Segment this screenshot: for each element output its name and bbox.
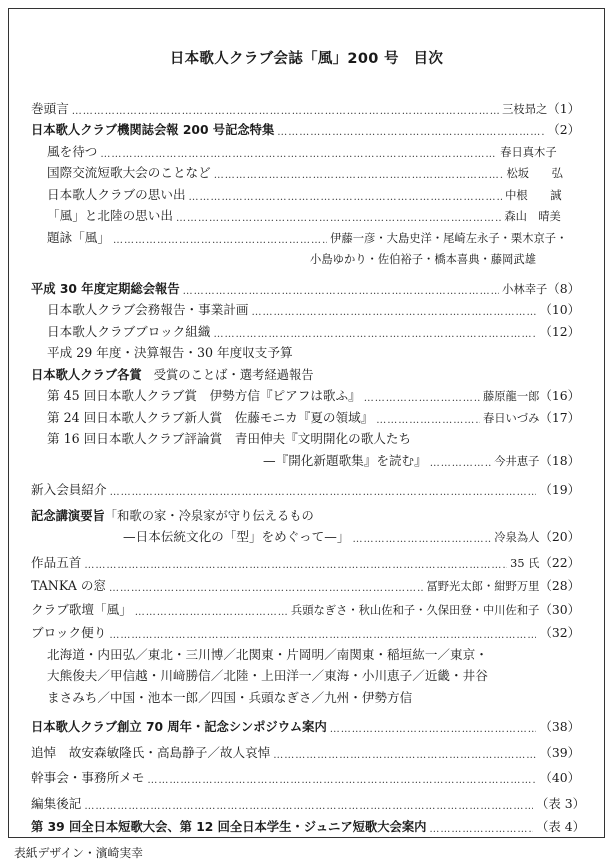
- toc-entry[interactable]: [31, 361, 580, 383]
- entry-page: （表 4）: [536, 819, 585, 834]
- toc-entry-continuation: [31, 246, 580, 268]
- entry-author: 三枝昻之: [502, 102, 548, 116]
- entry-page: （38）: [539, 719, 580, 734]
- entry-subtitle: 「和歌の家・冷泉家が守り伝えるもの: [104, 508, 314, 523]
- page-title: 日本歌人クラブ会誌「風」200 号 目次: [169, 51, 444, 67]
- entry-title: 追悼 故安森敏隆氏・高島静子／故人哀悼: [31, 744, 271, 760]
- entry-page: （8）: [547, 280, 580, 296]
- entry-title: 第 16 回日本歌人クラブ評論賞 青田伸夫『文明開化の歌人たち: [47, 431, 412, 446]
- toc-entry[interactable]: [31, 502, 580, 524]
- dot-leader: [364, 393, 480, 404]
- toc-entry[interactable]: [31, 95, 580, 117]
- entry-title: 平成 29 年度・決算報告・30 年度収支予算: [47, 345, 293, 360]
- entry-page: （30）: [539, 601, 580, 617]
- entry-author: 今井恵子: [494, 454, 540, 468]
- toc-entry[interactable]: [31, 549, 580, 571]
- toc-entry[interactable]: [31, 340, 580, 362]
- toc-entry[interactable]: [31, 117, 580, 139]
- cover-design-credit: 表紙デザイン・濱崎実幸: [14, 846, 143, 860]
- toc-entry[interactable]: [31, 297, 580, 319]
- dot-leader: [277, 127, 544, 138]
- entry-author: 小林幸子: [502, 282, 548, 296]
- dot-leader: [113, 235, 327, 246]
- toc-entry[interactable]: [31, 275, 580, 297]
- toc-entry[interactable]: [31, 739, 580, 761]
- toc-entry[interactable]: [31, 224, 580, 246]
- block-news-text: 大熊俊夫／甲信越・川﨑勝信／北陸・上田洋一／東海・小川恵子／近畿・井谷: [47, 668, 488, 683]
- entry-page: （2）: [547, 122, 580, 137]
- entry-title: 編集後記: [31, 795, 82, 811]
- toc-entry[interactable]: [31, 790, 585, 812]
- toc-entry[interactable]: [31, 383, 580, 405]
- entry-author: 小島ゆかり・佐伯裕子・橋本喜典・藤岡武雄: [310, 253, 536, 266]
- entry-author: 松坂 弘: [506, 167, 563, 180]
- entry-page: （1）: [547, 100, 580, 116]
- dot-leader: [429, 824, 533, 835]
- block-news-line: [31, 663, 580, 685]
- entry-title: 第 39 回全日本短歌大会、第 12 回全日本学生・ジュニア短歌大会案内: [31, 820, 427, 834]
- entry-page: （28）: [539, 578, 580, 593]
- dot-leader: [135, 607, 288, 618]
- entry-author: 兵頭なぎさ・秋山佐和子・久保田登・中川佐和子: [290, 603, 540, 617]
- entry-author: 冨野光太郎・紺野万里: [426, 580, 540, 593]
- entry-title: ブロック便り: [31, 625, 107, 640]
- entry-author: 冷泉為人: [494, 531, 540, 544]
- entry-title: 日本歌人クラブ創立 70 周年・記念シンポジウム案内: [31, 720, 327, 734]
- toc-entry[interactable]: [31, 477, 580, 499]
- toc-entry[interactable]: [31, 814, 585, 836]
- entry-author: 35 氏: [510, 556, 540, 570]
- entry-title: 日本歌人クラブブロック組織: [47, 323, 211, 339]
- table-of-contents: [31, 95, 585, 835]
- entry-page: （40）: [539, 770, 580, 785]
- entry-title: 国際交流短歌大会のことなど: [47, 165, 211, 180]
- entry-page: （16）: [539, 388, 580, 403]
- dot-leader: [252, 307, 537, 318]
- toc-entry[interactable]: [31, 160, 580, 182]
- entry-page: （22）: [539, 554, 580, 570]
- dot-leader: [110, 487, 537, 498]
- entry-title: 日本歌人クラブ各賞: [31, 367, 142, 382]
- dot-leader: [100, 149, 497, 160]
- dot-leader: [430, 458, 492, 469]
- dot-leader: [147, 775, 536, 786]
- entry-title: —『開化新題歌集』を読む』: [263, 452, 427, 468]
- entry-title: 新入会員紹介: [31, 482, 107, 497]
- entry-title: 記念講演要旨: [31, 508, 105, 523]
- entry-title: 風を待つ: [47, 143, 98, 159]
- dot-leader: [213, 329, 536, 340]
- entry-title: 「風」と北陸の思い出: [47, 208, 173, 223]
- entry-page: （32）: [539, 625, 580, 640]
- entry-author: 春日真木子: [500, 145, 557, 159]
- dot-leader: [189, 192, 503, 203]
- toc-entry[interactable]: [31, 620, 580, 642]
- block-news-line: [31, 684, 580, 706]
- block-news-text: まさみち／中国・池本一郎／四国・兵頭なぎさ／九州・伊勢方信: [47, 689, 413, 705]
- toc-entry[interactable]: [31, 318, 580, 340]
- entry-page: （10）: [539, 302, 580, 317]
- entry-page: （表 3）: [536, 795, 585, 811]
- dot-leader: [183, 286, 499, 297]
- dot-leader: [84, 801, 533, 812]
- entry-title: 日本歌人クラブの思い出: [47, 186, 186, 202]
- dot-leader: [376, 415, 480, 426]
- dot-leader: [109, 583, 423, 594]
- entry-page: （20）: [539, 529, 580, 544]
- entry-author: 中根 誠: [505, 188, 562, 202]
- block-news-line: [31, 641, 580, 663]
- entry-title: 第 45 回日本歌人クラブ賞 伊勢方信『ピアフは歌ふ』: [47, 388, 361, 403]
- dot-leader: [176, 213, 501, 224]
- entry-page: （17）: [539, 409, 580, 425]
- entry-page: （39）: [539, 744, 580, 760]
- contents-frame: [8, 8, 605, 838]
- entry-title: 題詠「風」: [47, 229, 110, 245]
- entry-author: 森山 晴美: [504, 210, 561, 223]
- entry-title: 巻頭言: [31, 100, 69, 116]
- entry-subtitle: 受賞のことば・選考経過報告: [153, 367, 314, 382]
- entry-author: 伊藤一彦・大島史洋・尾崎左永子・栗木京子・: [330, 231, 568, 245]
- toc-entry[interactable]: [31, 573, 580, 595]
- dot-leader: [109, 630, 536, 641]
- block-news-text: 北海道・内田弘／東北・三川博／北関東・片岡明／南関東・稲垣紘一／東京・: [47, 646, 488, 662]
- dot-leader: [72, 106, 499, 117]
- toc-entry[interactable]: [31, 765, 580, 787]
- toc-entry[interactable]: [31, 596, 580, 618]
- dot-leader: [214, 170, 504, 181]
- toc-entry[interactable]: [31, 426, 580, 448]
- dot-leader: [84, 560, 507, 571]
- toc-entry-continuation[interactable]: [31, 447, 580, 469]
- entry-page: （18）: [539, 452, 580, 468]
- toc-entry[interactable]: [31, 404, 580, 426]
- entry-title: 作品五首: [31, 554, 82, 570]
- dot-leader: [352, 534, 491, 545]
- dot-leader: [330, 724, 537, 735]
- entry-author: 藤原龍一郎: [482, 390, 540, 403]
- entry-page: （12）: [539, 323, 580, 339]
- toc-entry[interactable]: [31, 203, 580, 225]
- entry-title: 第 24 回日本歌人クラブ新人賞 佐藤モニカ『夏の領域』: [47, 409, 374, 425]
- toc-entry-continuation[interactable]: [31, 524, 580, 546]
- entry-title: 幹事会・事務所メモ: [31, 770, 145, 785]
- toc-entry[interactable]: [31, 714, 580, 736]
- entry-title: —日本伝統文化の「型」をめぐって—」: [123, 529, 350, 544]
- toc-entry[interactable]: [31, 138, 580, 160]
- entry-title: TANKA の窓: [31, 578, 107, 593]
- entry-page: （19）: [539, 482, 580, 497]
- entry-title: クラブ歌壇「風」: [31, 601, 132, 617]
- dot-leader: [273, 750, 536, 761]
- entry-title: 平成 30 年度定期総会報告: [31, 281, 180, 296]
- entry-title: 日本歌人クラブ機関誌会報 200 号記念特集: [31, 123, 275, 137]
- toc-entry[interactable]: [31, 181, 580, 203]
- entry-author: 春日いづみ: [482, 411, 540, 425]
- entry-title: 日本歌人クラブ会務報告・事業計画: [47, 302, 249, 317]
